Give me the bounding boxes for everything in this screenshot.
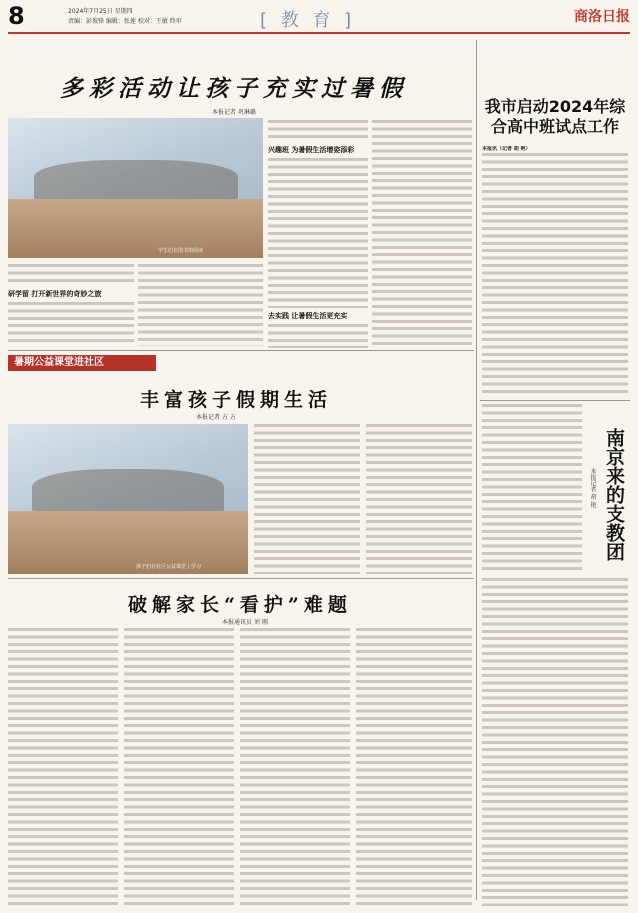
right-column-divider — [480, 400, 630, 401]
article-2-column-1 — [254, 424, 360, 574]
article-2-photo-caption: 孩子们在社区公益课堂上学习 — [136, 564, 202, 570]
article-divider — [8, 578, 474, 579]
article-3-column-1 — [8, 628, 118, 906]
feature-banner: 暑期公益课堂进社区 — [8, 355, 156, 371]
article-2-byline: 本报记者 方 方 — [196, 414, 236, 421]
article-4-lead: 本报讯（记者 胡 艳） — [482, 146, 531, 152]
article-3-column-4 — [356, 628, 472, 906]
article-2-photo — [8, 424, 248, 574]
article-5-column-2 — [482, 578, 628, 906]
issue-date: 2024年7月25日 星期四 — [68, 8, 133, 15]
section-divider — [8, 350, 474, 351]
article-3-column-3 — [240, 628, 350, 906]
article-4-title: 我市启动2024年综合高中班试点工作 — [484, 97, 626, 136]
article-1-column-3 — [268, 120, 368, 348]
article-2-column-2 — [366, 424, 472, 574]
article-1-column-2 — [138, 264, 263, 346]
article-1-subhead-1: 研学留 打开新世界的奇妙之旅 — [8, 290, 102, 298]
article-1-column-1 — [8, 264, 134, 346]
article-5-column-1 — [482, 404, 582, 574]
article-5-byline: 本报记者 胡 艳 — [589, 468, 596, 508]
article-1-photo-caption: 学生们在图书馆阅读 — [158, 248, 204, 254]
article-1-column-4 — [372, 120, 472, 348]
article-3-byline: 本报通讯员 刘 刚 — [222, 619, 268, 626]
article-3-title: 破解家长“看护”难题 — [128, 594, 352, 616]
page-header — [8, 4, 630, 34]
article-1-byline: 本报记者 巩琳璐 — [212, 109, 256, 116]
issue-meta — [68, 7, 182, 27]
article-5-title: 南京来的支教团 — [603, 428, 625, 561]
article-1-subhead-3: 去实践 让暑假生活更充实 — [268, 312, 348, 320]
page-number: 8 — [8, 2, 25, 30]
article-4-body — [482, 146, 628, 396]
column-divider — [476, 40, 477, 900]
article-1-title: 多彩活动让孩子充实过暑假 — [60, 75, 408, 102]
article-2-title: 丰富孩子假期生活 — [140, 389, 333, 411]
newspaper-logo: 商洛日报 — [574, 9, 630, 25]
section-label: [ 教 育 ] — [260, 10, 356, 31]
article-1-photo — [8, 118, 263, 258]
article-3-column-2 — [124, 628, 234, 906]
article-1-subhead-2: 兴趣班 为暑假生活增姿添彩 — [268, 146, 355, 154]
staff-credits: 责编：彭俊锋 编辑：张莲 校对：王敏 终审 — [68, 18, 182, 25]
